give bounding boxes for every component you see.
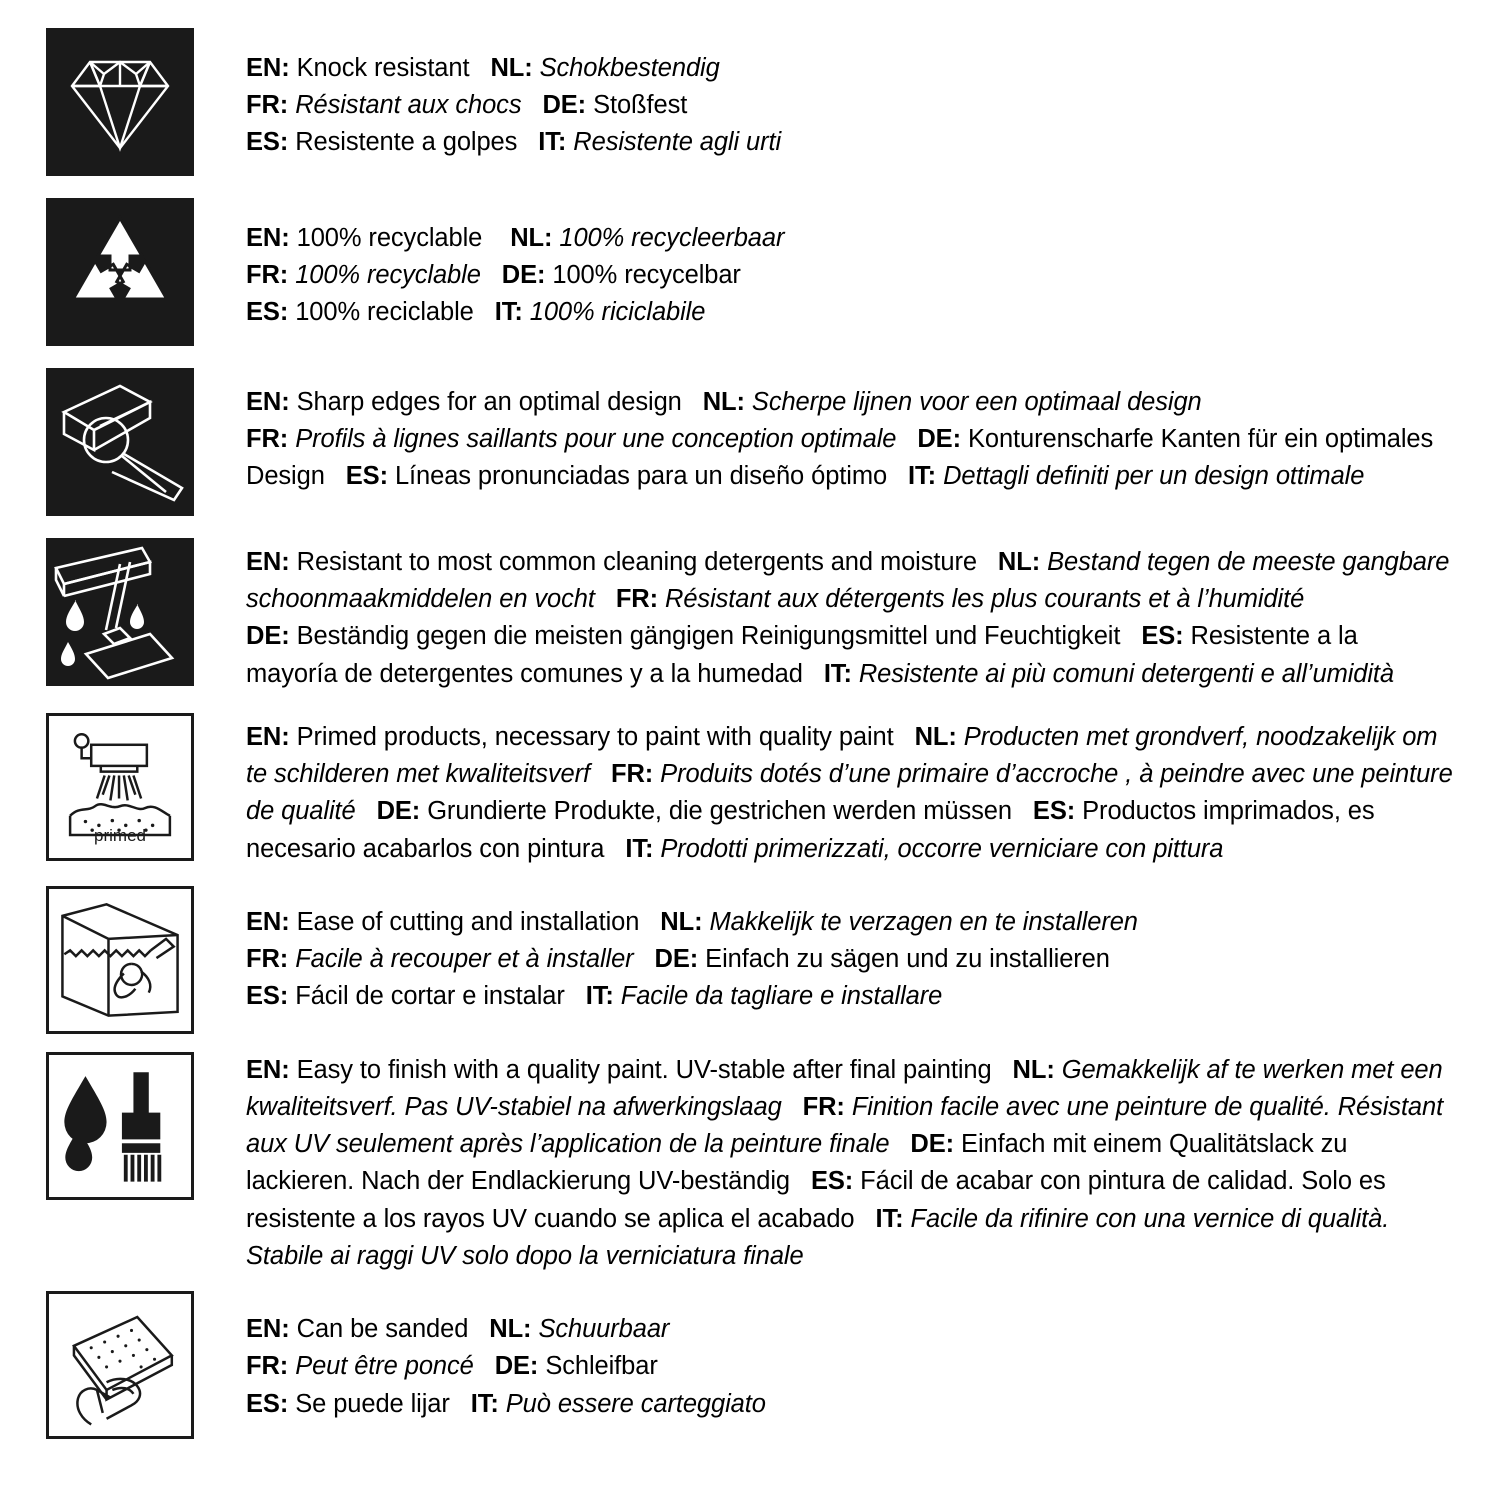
feature-text-fr: Facile à recouper et à installer <box>295 944 634 973</box>
lang-label-es: ES: <box>810 1167 854 1196</box>
feature-text-fr: Produits dotés d’une primaire d’accroche , à peindre avec une peinture de qualité <box>246 760 1453 826</box>
lang-label-nl: NL: <box>489 1315 532 1344</box>
feature-text-de: Grundierte Produkte, die gestrichen werden müssen <box>427 797 1012 826</box>
lang-label-it: IT: <box>494 298 523 327</box>
lang-label-es: ES: <box>1032 797 1076 826</box>
feature-text <box>246 538 1456 693</box>
lang-label-nl: NL: <box>510 224 553 252</box>
feature-row <box>46 886 1470 1034</box>
feature-text-en: Easy to finish with a quality paint. UV-stable after final painting <box>296 1055 992 1084</box>
lang-label-de: DE: <box>501 261 546 290</box>
lang-label-de: DE: <box>917 425 961 454</box>
feature-text-it: Resistente ai più comuni detergenti e all’umidità <box>858 659 1394 688</box>
feature-text-de: 100% recycelbar <box>552 261 741 290</box>
feature-row <box>46 28 1470 176</box>
lang-label-de: DE: <box>246 622 290 651</box>
feature-text-es: Fácil de acabar con pintura de calidad. Solo es resistente a los rayos UV cuando se aplica el acabado <box>246 1167 1386 1233</box>
lang-label-nl: NL: <box>997 548 1041 576</box>
lang-label-nl: NL: <box>490 54 533 82</box>
paint-brush-drops-icon <box>46 1052 194 1200</box>
diamond-icon <box>46 28 194 176</box>
feature-text-fr: Finition facile avec une peinture de qualité. Résistant aux UV seulement après l’application de la peinture finale <box>246 1092 1444 1159</box>
feature-text-es: Se puede lijar <box>295 1389 450 1418</box>
feature-text <box>246 886 1456 1016</box>
lang-label-it: IT: <box>470 1389 499 1418</box>
feature-text-en: Knock resistant <box>296 54 470 82</box>
feature-text-it: Facile da tagliare e installare <box>620 982 943 1011</box>
feature-text <box>246 1052 1456 1275</box>
lang-label-it: IT: <box>538 128 567 157</box>
feature-text-fr: Profils à lignes saillants pour une conception optimale <box>295 425 897 454</box>
feature-text-it: Prodotti primerizzati, occorre verniciare con pittura <box>660 834 1224 863</box>
feature-text-fr: Résistant aux chocs <box>295 91 522 120</box>
saw-cutting-icon <box>46 886 194 1034</box>
feature-text <box>246 198 1456 332</box>
feature-row <box>46 1291 1470 1439</box>
feature-text <box>246 713 1456 868</box>
feature-text-it: 100% riciclabile <box>529 298 706 327</box>
lang-label-de: DE: <box>654 944 699 973</box>
feature-text-es: 100% reciclable <box>295 298 474 327</box>
feature-text-it: Facile da rifinire con una vernice di qualità. Stabile ai raggi UV solo dopo la verniciatura finale <box>246 1204 1390 1270</box>
feature-text-de: Einfach zu sägen und zu installieren <box>705 944 1110 973</box>
feature-text-de: Stoßfest <box>593 91 688 120</box>
lang-label-fr: FR: <box>610 760 654 789</box>
feature-text-de: Konturenscharfe Kanten für ein optimales Design <box>246 425 1434 491</box>
lang-label-es: ES: <box>246 982 289 1011</box>
feature-text-fr: 100% recyclable <box>295 261 481 290</box>
feature-text-es: Productos imprimados, es necesario acabarlos con pintura <box>246 797 1375 863</box>
feature-text <box>246 1291 1456 1423</box>
lang-label-nl: NL: <box>1012 1055 1055 1084</box>
lang-label-en: EN: <box>246 1055 290 1084</box>
lang-label-de: DE: <box>910 1130 955 1159</box>
feature-text-en: Can be sanded <box>296 1315 469 1344</box>
primed-spray-icon <box>46 713 194 861</box>
lang-label-de: DE: <box>494 1352 539 1381</box>
feature-row <box>46 538 1470 693</box>
cleaning-moisture-icon <box>46 538 194 686</box>
feature-text-nl: Producten met grondverf, noodzakelijk om te schilderen met kwaliteitsverf <box>246 722 1438 789</box>
feature-text-it: Resistente agli urti <box>573 128 782 157</box>
lang-label-es: ES: <box>345 462 388 491</box>
feature-text-nl: Gemakkelijk af te werken met een kwaliteitsverf. Pas UV-stabiel na afwerkingslaag <box>246 1055 1443 1121</box>
lang-label-de: DE: <box>376 797 421 826</box>
sanding-hand-icon <box>46 1291 194 1439</box>
feature-text-es: Resistente a la mayoría de detergentes comunes y a la humedad <box>246 622 1358 688</box>
lang-label-fr: FR: <box>246 944 289 973</box>
lang-label-en: EN: <box>246 548 290 576</box>
lang-label-it: IT: <box>908 462 937 491</box>
lang-label-nl: NL: <box>660 907 703 936</box>
primed-caption: primed <box>94 825 146 845</box>
feature-text-it: Dettagli definiti per un design ottimale <box>943 462 1365 491</box>
feature-row <box>46 198 1470 346</box>
lang-label-fr: FR: <box>246 425 289 454</box>
lang-label-en: EN: <box>246 54 290 82</box>
feature-text-it: Può essere carteggiato <box>505 1389 766 1418</box>
lang-label-fr: FR: <box>615 585 659 614</box>
feature-text-en: Resistant to most common cleaning detergents and moisture <box>296 548 977 576</box>
lang-label-fr: FR: <box>246 261 289 290</box>
lang-label-es: ES: <box>246 1389 289 1418</box>
lang-label-en: EN: <box>246 907 290 936</box>
feature-row <box>46 1052 1470 1275</box>
feature-text-en: Ease of cutting and installation <box>296 907 640 936</box>
feature-text-nl: Schokbestendig <box>539 54 720 82</box>
lang-label-es: ES: <box>246 298 289 327</box>
feature-text-de: Schleifbar <box>545 1352 658 1381</box>
lang-label-it: IT: <box>625 834 654 863</box>
recycle-icon <box>46 198 194 346</box>
feature-text-nl: Bestand tegen de meeste gangbare schoonmaakmiddelen en vocht <box>246 548 1450 614</box>
feature-text-es: Fácil de cortar e instalar <box>295 982 565 1011</box>
lang-label-en: EN: <box>246 1315 290 1344</box>
feature-text-nl: 100% recycleerbaar <box>559 224 785 252</box>
lang-label-it: IT: <box>823 659 852 688</box>
feature-text-nl: Scherpe lijnen voor een optimaal design <box>751 388 1202 416</box>
feature-text <box>246 28 1456 162</box>
lang-label-it: IT: <box>585 982 614 1011</box>
lang-label-es: ES: <box>246 128 289 157</box>
lang-label-fr: FR: <box>802 1092 845 1121</box>
feature-text-fr: Peut être poncé <box>295 1352 474 1381</box>
lang-label-fr: FR: <box>246 91 289 120</box>
feature-text-de: Beständig gegen die meisten gängigen Reinigungsmittel und Feuchtigkeit <box>296 622 1121 651</box>
feature-text-fr: Résistant aux détergents les plus courants et à l’humidité <box>665 585 1305 614</box>
feature-row <box>46 368 1470 516</box>
lang-label-nl: NL: <box>702 388 745 416</box>
feature-text-en: Primed products, necessary to paint with quality paint <box>296 722 894 751</box>
feature-text <box>246 368 1456 496</box>
lang-label-en: EN: <box>246 224 290 252</box>
sharp-edges-profile-icon <box>46 368 194 516</box>
lang-label-de: DE: <box>542 91 587 120</box>
lang-label-it: IT: <box>875 1204 904 1233</box>
lang-label-fr: FR: <box>246 1352 289 1381</box>
lang-label-en: EN: <box>246 722 290 751</box>
lang-label-nl: NL: <box>914 722 957 751</box>
feature-text-es: Líneas pronunciadas para un diseño óptimo <box>394 462 888 491</box>
lang-label-en: EN: <box>246 388 290 416</box>
lang-label-es: ES: <box>1141 622 1184 651</box>
feature-text-en: 100% recyclable <box>296 224 483 252</box>
feature-text-es: Resistente a golpes <box>295 128 518 157</box>
feature-text-nl: Schuurbaar <box>538 1315 670 1344</box>
feature-text-nl: Makkelijk te verzagen en te installeren <box>709 907 1138 936</box>
feature-text-de: Einfach mit einem Qualitätslack zu lackieren. Nach der Endlackierung UV-beständig <box>246 1130 1348 1196</box>
feature-row <box>46 713 1470 868</box>
feature-text-en: Sharp edges for an optimal design <box>296 388 682 416</box>
